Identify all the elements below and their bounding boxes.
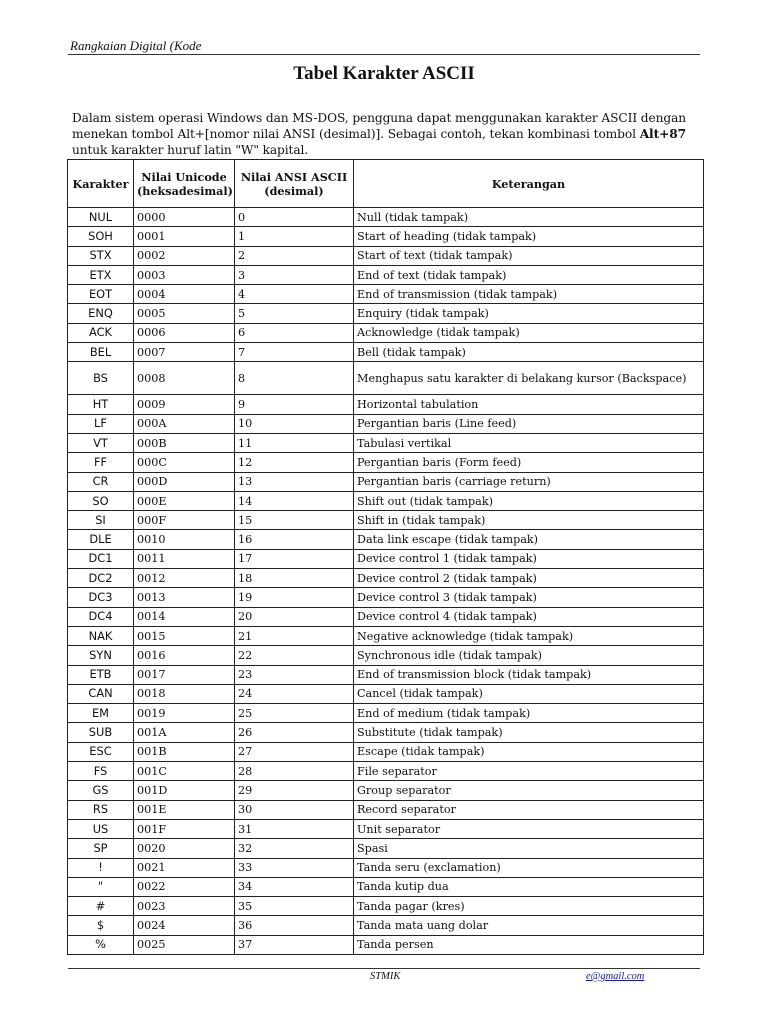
- table-header-row: [68, 160, 704, 208]
- page-title: Tabel Karakter ASCII: [293, 63, 475, 84]
- cell-character: RS: [68, 800, 134, 819]
- cell-ansi: 19: [235, 588, 354, 607]
- cell-description: Shift out (tidak tampak): [354, 491, 704, 510]
- table-row: [68, 343, 704, 362]
- table-row: [68, 646, 704, 665]
- cell-description: Bell (tidak tampak): [354, 343, 704, 362]
- cell-ansi: 37: [235, 935, 354, 954]
- cell-unicode: 0018: [134, 684, 235, 703]
- ascii-table: [67, 159, 704, 955]
- table-row: [68, 414, 704, 433]
- cell-ansi: 11: [235, 433, 354, 452]
- cell-description: Tanda pagar (kres): [354, 897, 704, 916]
- table-row: [68, 227, 704, 246]
- cell-character: SUB: [68, 723, 134, 742]
- cell-description: Null (tidak tampak): [354, 208, 704, 227]
- table-row: [68, 323, 704, 342]
- cell-ansi: 5: [235, 304, 354, 323]
- cell-unicode: 001A: [134, 723, 235, 742]
- cell-unicode: 0017: [134, 665, 235, 684]
- table-body: [68, 208, 704, 955]
- cell-character: VT: [68, 433, 134, 452]
- cell-ansi: 18: [235, 569, 354, 588]
- cell-description: Group separator: [354, 781, 704, 800]
- cell-unicode: 001C: [134, 762, 235, 781]
- cell-ansi: 28: [235, 762, 354, 781]
- cell-character: ETX: [68, 265, 134, 284]
- table-row: [68, 472, 704, 491]
- cell-unicode: 000D: [134, 472, 235, 491]
- cell-character: ENQ: [68, 304, 134, 323]
- cell-character: SO: [68, 491, 134, 510]
- cell-unicode: 0002: [134, 246, 235, 265]
- cell-description: Start of heading (tidak tampak): [354, 227, 704, 246]
- cell-character: HT: [68, 395, 134, 414]
- cell-description: Pergantian baris (Line feed): [354, 414, 704, 433]
- table-row: [68, 742, 704, 761]
- cell-character: NUL: [68, 208, 134, 227]
- cell-unicode: 0022: [134, 877, 235, 896]
- cell-unicode: 0024: [134, 916, 235, 935]
- cell-description: Start of text (tidak tampak): [354, 246, 704, 265]
- cell-unicode: 0012: [134, 569, 235, 588]
- cell-description: Escape (tidak tampak): [354, 742, 704, 761]
- cell-description: Device control 4 (tidak tampak): [354, 607, 704, 626]
- cell-ansi: 25: [235, 704, 354, 723]
- cell-ansi: 16: [235, 530, 354, 549]
- table-row: [68, 839, 704, 858]
- cell-character: !: [68, 858, 134, 877]
- cell-unicode: 001B: [134, 742, 235, 761]
- table-row: [68, 511, 704, 530]
- cell-ansi: 7: [235, 343, 354, 362]
- cell-unicode: 0009: [134, 395, 235, 414]
- cell-description: Horizontal tabulation: [354, 395, 704, 414]
- cell-ansi: 10: [235, 414, 354, 433]
- cell-description: Pergantian baris (Form feed): [354, 453, 704, 472]
- table-row: [68, 858, 704, 877]
- cell-unicode: 0011: [134, 549, 235, 568]
- table-row: [68, 265, 704, 284]
- cell-character: DC4: [68, 607, 134, 626]
- cell-description: End of text (tidak tampak): [354, 265, 704, 284]
- table-row: [68, 800, 704, 819]
- intro-key-combo: Alt+87: [639, 127, 686, 142]
- table-row: [68, 569, 704, 588]
- cell-ansi: 12: [235, 453, 354, 472]
- cell-description: Spasi: [354, 839, 704, 858]
- footer-institution: STMIK: [370, 971, 401, 982]
- cell-character: $: [68, 916, 134, 935]
- cell-unicode: 0020: [134, 839, 235, 858]
- cell-unicode: 0019: [134, 704, 235, 723]
- cell-character: CAN: [68, 684, 134, 703]
- footer-email-link[interactable]: e@gmail.com: [586, 971, 645, 982]
- cell-ansi: 34: [235, 877, 354, 896]
- cell-character: DLE: [68, 530, 134, 549]
- cell-character: EOT: [68, 285, 134, 304]
- cell-character: US: [68, 819, 134, 838]
- cell-ansi: 26: [235, 723, 354, 742]
- cell-ansi: 2: [235, 246, 354, 265]
- table-row: [68, 549, 704, 568]
- table-row: [68, 762, 704, 781]
- cell-description: File separator: [354, 762, 704, 781]
- cell-description: Negative acknowledge (tidak tampak): [354, 626, 704, 645]
- cell-ansi: 21: [235, 626, 354, 645]
- cell-description: End of transmission block (tidak tampak): [354, 665, 704, 684]
- cell-description: Tanda kutip dua: [354, 877, 704, 896]
- cell-character: CR: [68, 472, 134, 491]
- cell-unicode: 0003: [134, 265, 235, 284]
- cell-character: #: [68, 897, 134, 916]
- cell-unicode: 0016: [134, 646, 235, 665]
- cell-character: GS: [68, 781, 134, 800]
- cell-ansi: 23: [235, 665, 354, 684]
- table-row: [68, 819, 704, 838]
- cell-description: Tanda seru (exclamation): [354, 858, 704, 877]
- cell-description: Acknowledge (tidak tampak): [354, 323, 704, 342]
- cell-character: ": [68, 877, 134, 896]
- cell-ansi: 13: [235, 472, 354, 491]
- header-keterangan: Keterangan: [354, 160, 704, 208]
- table-row: [68, 491, 704, 510]
- table-row: [68, 916, 704, 935]
- cell-description: Shift in (tidak tampak): [354, 511, 704, 530]
- cell-unicode: 0008: [134, 362, 235, 395]
- cell-ansi: 30: [235, 800, 354, 819]
- cell-unicode: 0001: [134, 227, 235, 246]
- cell-character: BS: [68, 362, 134, 395]
- cell-unicode: 001E: [134, 800, 235, 819]
- cell-ansi: 8: [235, 362, 354, 395]
- cell-unicode: 0015: [134, 626, 235, 645]
- cell-unicode: 0025: [134, 935, 235, 954]
- cell-description: Data link escape (tidak tampak): [354, 530, 704, 549]
- cell-character: STX: [68, 246, 134, 265]
- header-ansi: Nilai ANSI ASCII (desimal): [235, 160, 354, 208]
- cell-ansi: 27: [235, 742, 354, 761]
- cell-ansi: 14: [235, 491, 354, 510]
- cell-ansi: 33: [235, 858, 354, 877]
- cell-description: Cancel (tidak tampak): [354, 684, 704, 703]
- cell-character: DC2: [68, 569, 134, 588]
- table-row: [68, 433, 704, 452]
- table-row: [68, 935, 704, 954]
- header-rule: [68, 54, 700, 55]
- cell-description: Tabulasi vertikal: [354, 433, 704, 452]
- cell-character: LF: [68, 414, 134, 433]
- table-row: [68, 607, 704, 626]
- cell-unicode: 0004: [134, 285, 235, 304]
- footer-rule: [68, 968, 700, 969]
- cell-character: DC1: [68, 549, 134, 568]
- table-row: [68, 246, 704, 265]
- header-unicode: Nilai Unicode (heksadesimal): [134, 160, 235, 208]
- cell-ansi: 35: [235, 897, 354, 916]
- table-row: [68, 453, 704, 472]
- cell-description: Record separator: [354, 800, 704, 819]
- cell-unicode: 0021: [134, 858, 235, 877]
- table-row: [68, 897, 704, 916]
- cell-description: Unit separator: [354, 819, 704, 838]
- cell-description: Substitute (tidak tampak): [354, 723, 704, 742]
- cell-unicode: 001F: [134, 819, 235, 838]
- cell-character: ESC: [68, 742, 134, 761]
- cell-character: SYN: [68, 646, 134, 665]
- cell-character: SP: [68, 839, 134, 858]
- cell-description: Menghapus satu karakter di belakang kursor (Backspace): [354, 362, 704, 395]
- cell-ansi: 29: [235, 781, 354, 800]
- cell-character: %: [68, 935, 134, 954]
- table-row: [68, 723, 704, 742]
- cell-unicode: 0000: [134, 208, 235, 227]
- cell-character: SI: [68, 511, 134, 530]
- cell-ansi: 31: [235, 819, 354, 838]
- cell-ansi: 4: [235, 285, 354, 304]
- table-row: [68, 208, 704, 227]
- cell-unicode: 0006: [134, 323, 235, 342]
- cell-description: Tanda persen: [354, 935, 704, 954]
- table-row: [68, 665, 704, 684]
- cell-unicode: 000A: [134, 414, 235, 433]
- table-row: [68, 285, 704, 304]
- cell-unicode: 001D: [134, 781, 235, 800]
- cell-character: DC3: [68, 588, 134, 607]
- cell-description: Pergantian baris (carriage return): [354, 472, 704, 491]
- table-row: [68, 588, 704, 607]
- cell-ansi: 9: [235, 395, 354, 414]
- cell-unicode: 000C: [134, 453, 235, 472]
- cell-character: BEL: [68, 343, 134, 362]
- cell-description: End of transmission (tidak tampak): [354, 285, 704, 304]
- cell-unicode: 0007: [134, 343, 235, 362]
- table-row: [68, 684, 704, 703]
- table-row: [68, 877, 704, 896]
- cell-description: End of medium (tidak tampak): [354, 704, 704, 723]
- cell-unicode: 0023: [134, 897, 235, 916]
- cell-ansi: 15: [235, 511, 354, 530]
- cell-character: FS: [68, 762, 134, 781]
- cell-ansi: 3: [235, 265, 354, 284]
- cell-unicode: 000F: [134, 511, 235, 530]
- cell-character: ETB: [68, 665, 134, 684]
- cell-ansi: 1: [235, 227, 354, 246]
- cell-ansi: 36: [235, 916, 354, 935]
- cell-ansi: 22: [235, 646, 354, 665]
- cell-ansi: 24: [235, 684, 354, 703]
- cell-unicode: 0010: [134, 530, 235, 549]
- intro-paragraph: [72, 110, 686, 158]
- cell-character: ACK: [68, 323, 134, 342]
- cell-description: Device control 1 (tidak tampak): [354, 549, 704, 568]
- cell-character: SOH: [68, 227, 134, 246]
- cell-unicode: 0005: [134, 304, 235, 323]
- cell-description: Enquiry (tidak tampak): [354, 304, 704, 323]
- intro-text-1: Dalam sistem operasi Windows dan MS-DOS, pengguna dapat menggunakan karakter ASCII dengan menekan tombol Alt+[nomor nilai ANSI (desimal)]. Sebagai contoh, tekan kombinasi tombol: [72, 111, 686, 142]
- intro-text-2: untuk karakter huruf latin "W" kapital.: [72, 143, 309, 158]
- cell-ansi: 17: [235, 549, 354, 568]
- table-row: [68, 704, 704, 723]
- table-row: [68, 626, 704, 645]
- cell-description: Device control 3 (tidak tampak): [354, 588, 704, 607]
- cell-ansi: 0: [235, 208, 354, 227]
- table-row: [68, 362, 704, 395]
- table-row: [68, 781, 704, 800]
- table-row: [68, 530, 704, 549]
- header-karakter: Karakter: [68, 160, 134, 208]
- cell-character: EM: [68, 704, 134, 723]
- cell-ansi: 32: [235, 839, 354, 858]
- table-row: [68, 395, 704, 414]
- cell-unicode: 0014: [134, 607, 235, 626]
- cell-unicode: 0013: [134, 588, 235, 607]
- cell-ansi: 20: [235, 607, 354, 626]
- cell-description: Tanda mata uang dolar: [354, 916, 704, 935]
- cell-character: FF: [68, 453, 134, 472]
- cell-description: Synchronous idle (tidak tampak): [354, 646, 704, 665]
- cell-unicode: 000B: [134, 433, 235, 452]
- cell-ansi: 6: [235, 323, 354, 342]
- cell-unicode: 000E: [134, 491, 235, 510]
- cell-character: NAK: [68, 626, 134, 645]
- table-row: [68, 304, 704, 323]
- cell-description: Device control 2 (tidak tampak): [354, 569, 704, 588]
- running-header: Rangkaian Digital (Kode: [70, 38, 202, 53]
